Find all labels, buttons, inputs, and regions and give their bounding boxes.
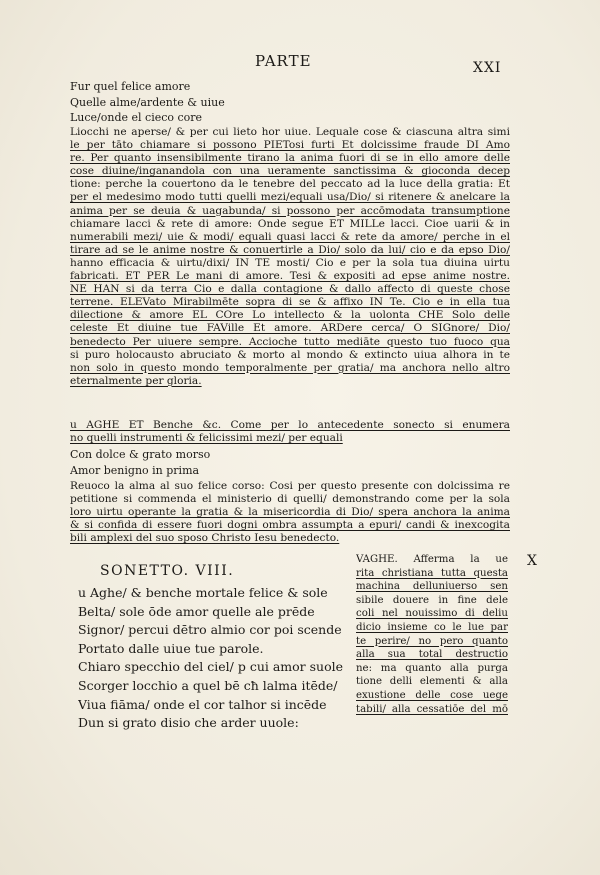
verse-line: Con dolce & grato morso bbox=[70, 448, 211, 461]
prose-line: re. Per quanto insensibilmente tirano la anima fuori di se in ello amore delle bbox=[70, 152, 510, 165]
marginal-line: machina delluniuerso sen bbox=[356, 581, 508, 593]
prose-line: anima per se deuia & uagabunda/ si possono per accōmodata transumptione bbox=[70, 204, 510, 217]
prose-line: terrene. ELEVato Mirabilmēte sopra di se & affixo IN Te. Cio e in ella tua bbox=[70, 296, 510, 309]
sonnet-line: Viua fiāma/ onde el cor talhor si incēde bbox=[78, 696, 327, 712]
verse-line: Luce/onde el cieco core bbox=[70, 111, 203, 124]
prose-line: tione: perche la couertono da le tenebre del peccato ad la luce della gratia: Et bbox=[70, 178, 510, 191]
prose-line: u AGHE ET Benche &c. Come per lo antecedente sonecto si enumera bbox=[70, 419, 510, 431]
prose-line: & si confida di essere fuori dogni ombra assumpta a epuri/ candi & inexcogita bbox=[70, 519, 510, 532]
sonnet-line: u Aghe/ & benche mortale felice & sole bbox=[78, 585, 328, 600]
prose-line: NE HAN si da terra Cio e dalla contagione & dallo affecto di queste chose bbox=[70, 283, 510, 296]
prose-line: fabricati. ET PER Le mani di amore. Tesi & expositi ad epse anime nostre. bbox=[70, 270, 510, 283]
marginal-line: te perire/ no pero quanto bbox=[356, 635, 508, 647]
sonnet-line: Scorger locchio a quel bē cħ lalma itēde/ bbox=[78, 677, 338, 693]
marginal-line: exustione delle cose uege bbox=[356, 689, 508, 701]
prose-line: bili amplexi del suo sposo Christo Iesu benedecto. bbox=[70, 532, 340, 545]
sonnet-line: Portato dalle uiue tue parole. bbox=[78, 640, 264, 656]
sonnet-heading: SONETTO. VIII. bbox=[100, 563, 235, 579]
sonnet-line: Chiaro specchio del ciel/ p cui amor suole bbox=[78, 659, 344, 675]
prose-line: si puro holocausto abruciato & morto al mondo & extincto uiua alhora in te bbox=[70, 348, 510, 361]
commentary-paragraph-1 bbox=[70, 126, 510, 388]
marginal-line: VAGHE. Afferma la ue bbox=[356, 554, 508, 565]
verse-intro bbox=[70, 79, 510, 126]
prose-line: dilectione & amore EL COre Lo intellecto & la uolonta CHE Solo delle bbox=[70, 309, 510, 322]
commentary-note bbox=[70, 419, 510, 445]
prose-line: chiamare lacci & rete di amore: Onde segue ET MILLe lacci. Cioe uarii & in bbox=[70, 217, 510, 230]
prose-line: Reuoco la alma al suo felice corso: Cosi per questo presente con dolcissima re bbox=[70, 480, 510, 492]
prose-line: hanno efficacia & uirtu/dixi/ IN TE mosti/ Cio e per la sola tua diuina uirtu bbox=[70, 256, 510, 269]
marginal-line: ne: ma quanto alla purga bbox=[356, 662, 508, 674]
prose-line: loro uirtu operante la gratia & la misericordia di Dio/ spera anchora la anima bbox=[70, 506, 510, 519]
prose-line: cose diuine/inganandola con una ueramente sanctissima & gioconda decep bbox=[70, 165, 510, 178]
sonnet-text bbox=[78, 584, 368, 733]
marginal-line: alla sua total destructio bbox=[356, 649, 508, 661]
marginal-line: tabili/ alla cessatiōe del mō bbox=[356, 703, 508, 715]
marginal-commentary bbox=[356, 553, 508, 716]
marginal-line: tione delli elementi & alla bbox=[356, 676, 508, 688]
prose-line: no quelli instrumenti & felicissimi mezi/ per equali bbox=[70, 432, 343, 445]
prose-line: Liocchi ne aperse/ & per cui lieto hor uiue. Lequale cose & ciascuna altra simi bbox=[70, 126, 510, 138]
verse-line: Amor benigno in prima bbox=[70, 463, 200, 477]
verse-line: Quelle alme/ardente & uiue bbox=[70, 95, 225, 109]
verse-line: Fur quel felice amore bbox=[70, 80, 191, 93]
marginal-line: rita christiana tutta questa bbox=[356, 567, 508, 579]
prose-line: le per tāto chiamare si possono PIETosi furti Et dolcissime fraude DI Amo bbox=[70, 139, 510, 152]
commentary-paragraph-2 bbox=[70, 480, 510, 545]
prose-line: tirare ad se le anime nostre & conuertirle a Dio/ solo da lui/ cio e da epso Dio/ bbox=[70, 243, 510, 256]
prose-line: petitione si commenda el ministerio di quelli/ demonstrando come per la sola bbox=[70, 493, 510, 506]
margin-mark: X bbox=[527, 553, 537, 569]
folio-number: XXI bbox=[473, 60, 502, 76]
marginal-line: coli nel nouissimo di deliu bbox=[356, 608, 508, 620]
prose-line: eternalmente per gloria. bbox=[70, 374, 202, 387]
page-header bbox=[0, 52, 600, 74]
prose-line: benedecto Per uiuere sempre. Accioche tutto mediāte questo tuo fuoco qua bbox=[70, 335, 510, 348]
prose-line: celeste Et diuine tue FAVille Et amore. ARDere cerca/ O SIGnore/ Dio/ bbox=[70, 322, 510, 335]
sonnet-line: Dun si grato disio che arder uuole: bbox=[78, 715, 299, 731]
verse-quote bbox=[70, 447, 510, 478]
sonnet-line: Belta/ sole ōde amor quelle ale prēde bbox=[78, 603, 315, 619]
sonnet-line: Signor/ percui dētro almio cor poi scende bbox=[78, 622, 342, 638]
marginal-line: dicio insieme co le lue par bbox=[356, 621, 508, 633]
prose-line: non solo in questo mondo temporalmente per gratia/ ma anchora nello altro bbox=[70, 361, 510, 374]
running-head: PARTE bbox=[255, 52, 312, 70]
marginal-line: sibile douere in fine dele bbox=[356, 594, 508, 606]
prose-line: per el medesimo modo tutti quelli mezi/equali usa/Dio/ si ritenere & anelcare la bbox=[70, 191, 510, 204]
prose-line: numerabili mezi/ uie & modi/ equali quasi lacci & rete da amore/ perche in el bbox=[70, 230, 510, 243]
